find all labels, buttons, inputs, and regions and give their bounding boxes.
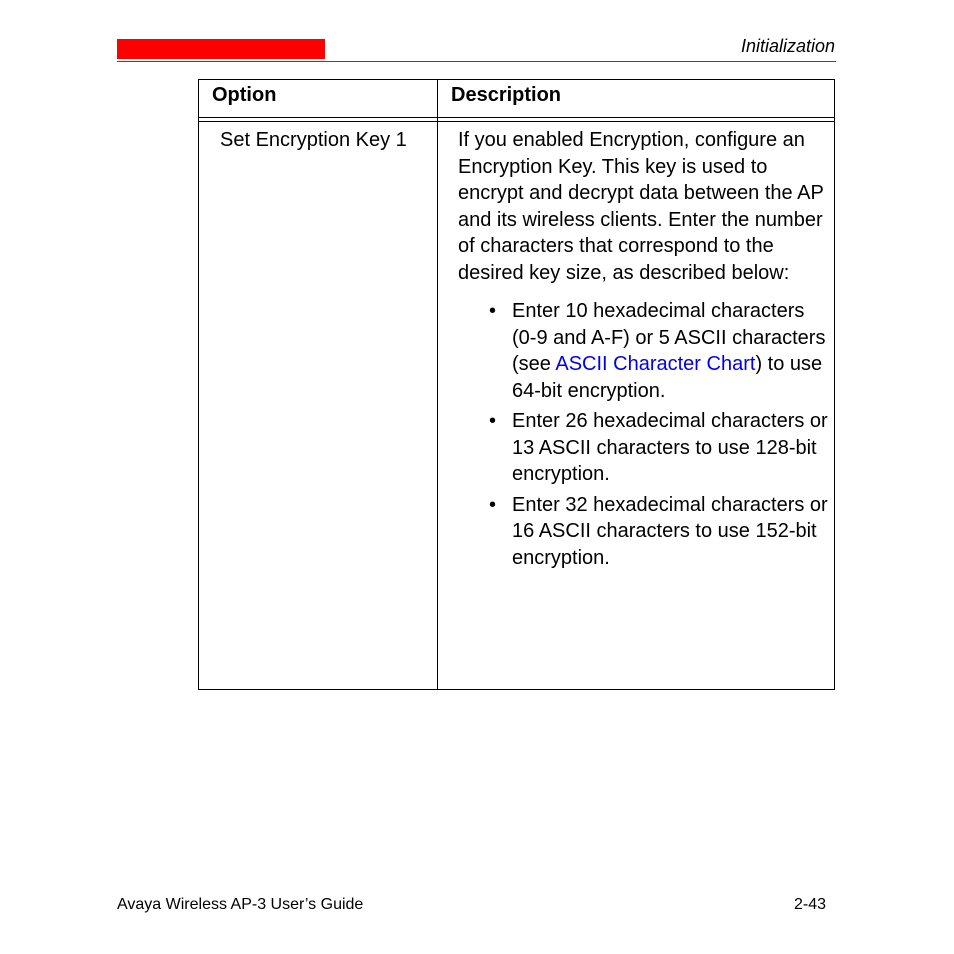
- header-rule-top: [199, 117, 834, 118]
- list-item-text-after: ) to use 64-bit encryption.: [512, 353, 823, 402]
- list-item: [458, 298, 828, 404]
- bullet-icon: •: [489, 493, 497, 516]
- column-divider: [437, 80, 438, 689]
- list-item-text: Enter 26 hexadecimal characters or 13 ASCII characters to use 128-bit encryption.: [512, 410, 828, 485]
- section-title: Initialization: [740, 36, 835, 56]
- options-table: [198, 79, 835, 690]
- column-header-description: Description: [451, 84, 562, 106]
- footer-guide-title: Avaya Wireless AP-3 User’s Guide: [117, 896, 364, 913]
- description-cell: [458, 127, 828, 575]
- list-item-text-before: Enter 10 hexadecimal characters (0-9 and A-F) or 5 ASCII characters (see: [512, 300, 826, 375]
- description-text: If you enabled Encryption, configure an Encryption Key. This key is used to encrypt and decrypt data between the AP and its wireless clients. Enter the number of characters that correspond to the desired key size, as described below:: [458, 129, 824, 284]
- key-size-list: [458, 298, 828, 571]
- column-header-option: Option: [212, 84, 277, 106]
- header-rule: [117, 61, 836, 62]
- option-cell: Set Encryption Key 1: [220, 129, 407, 151]
- bullet-icon: •: [489, 300, 497, 322]
- list-item: [458, 408, 828, 488]
- list-item: [458, 492, 828, 572]
- list-item-text: Enter 32 hexadecimal characters or 16 ASCII characters to use 152-bit encryption.: [512, 493, 828, 569]
- header-accent-bar: [117, 39, 325, 59]
- header-rule-bottom: [199, 121, 834, 122]
- footer-page-number: 2-43: [793, 896, 826, 913]
- bullet-icon: •: [489, 410, 497, 432]
- ascii-character-chart-link[interactable]: ASCII Character Chart: [555, 353, 756, 375]
